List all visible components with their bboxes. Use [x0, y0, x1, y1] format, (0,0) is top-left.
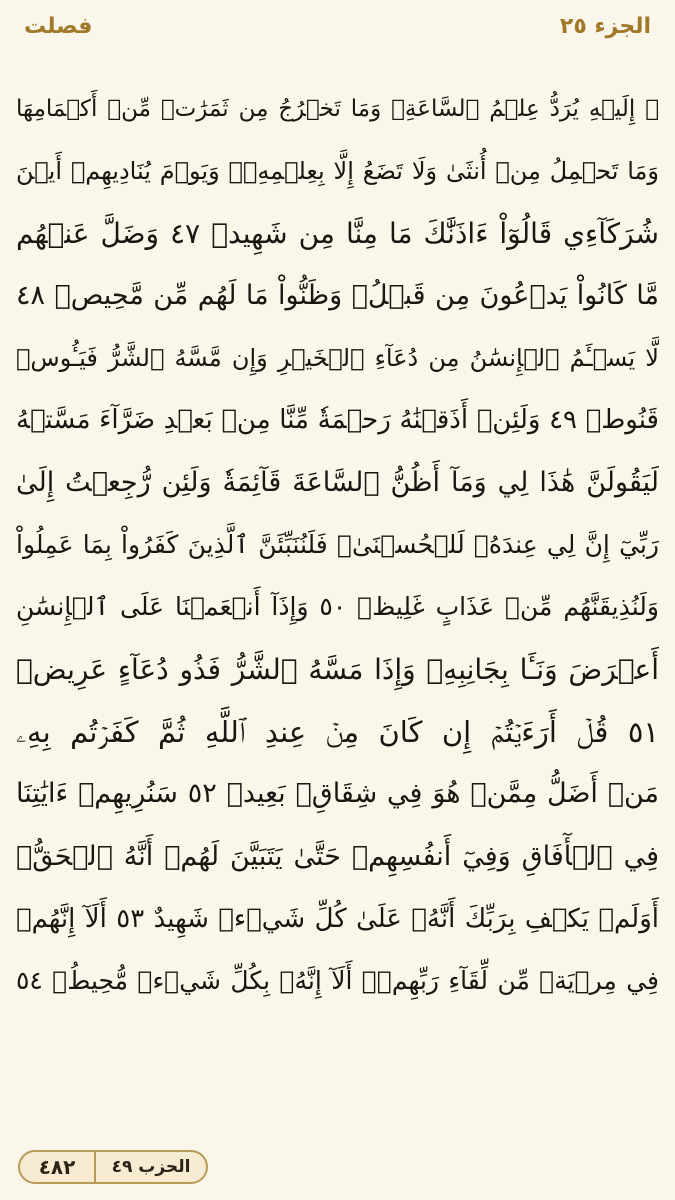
juz-label: الجزء ٢٥	[559, 13, 651, 39]
hizb-label: الحزب ٤٩	[111, 1157, 191, 1177]
quran-line: وَلَنُذِيقَنَّهُم مِّنۡ عَذَابٍ غَلِيظٖ ٥٠ وَإِذَآ أَنۡعَمۡنَا عَلَى ٱلۡإِنسَٰنِ	[16, 592, 659, 622]
page-footer	[18, 1150, 208, 1184]
page-header	[0, 0, 675, 52]
quran-line: شُرَكَآءِي قَالُوٓاْ ءَاذَنَّٰكَ مَا مِنَّا مِن شَهِيدٖ ٤٧ وَضَلَّ عَنۡهُم	[16, 216, 659, 250]
surah-name: فصلت	[24, 13, 93, 39]
quran-line: أَعۡرَضَ وَنَـَٔا بِجَانِبِهِۦ وَإِذَا مَسَّهُ ٱلشَّرُّ فَذُو دُعَآءٍ عَرِيضٖ	[16, 652, 659, 686]
quran-line: لَّا يَسۡـَٔمُ ٱلۡإِنسَٰنُ مِن دُعَآءِ ٱلۡخَيۡرِ وَإِن مَّسَّهُ ٱلشَّرُّ فَيَـُٔوسٞ	[16, 344, 659, 373]
quran-line: ٥١ قُلۡ أَرَءَيۡتُمۡ إِن كَانَ مِنۡ عِندِ ٱللَّهِ ثُمَّ كَفَرۡتُم بِهِۦ	[16, 714, 659, 749]
mushaf-page	[16, 78, 659, 1138]
quran-line: فِي مِرۡيَةٖ مِّن لِّقَآءِ رَبِّهِمۡۗ أَلَآ إِنَّهُۥ بِكُلِّ شَيۡءٖ مُّحِيطُۢ ٥٤	[16, 966, 659, 996]
page-number: ٤٨٢	[20, 1152, 96, 1182]
quran-line: وَمَا تَحۡمِلُ مِنۡ أُنثَىٰ وَلَا تَضَعُ إِلَّا بِعِلۡمِهِۦۚ وَيَوۡمَ يُنَادِيهِمۡ أَيۡنَ	[16, 157, 659, 186]
quran-line: رَبِّيٓ إِنَّ لِي عِندَهُۥ لَلۡحُسۡنَىٰۚ فَلَنُنَبِّئَنَّ ٱلَّذِينَ كَفَرُواْ بِمَا عَمِلُواْ	[16, 530, 659, 560]
quran-line: ۞ إِلَيۡهِ يُرَدُّ عِلۡمُ ٱلسَّاعَةِۚ وَمَا تَخۡرُجُ مِن ثَمَرَٰتٖ مِّنۡ أَكۡمَامِهَا	[16, 96, 659, 122]
quran-line: مَنۡ أَضَلُّ مِمَّنۡ هُوَ فِي شِقَاقِۭ بَعِيدٖ ٥٢ سَنُرِيهِمۡ ءَايَٰتِنَا	[16, 778, 659, 810]
quran-line: أَوَلَمۡ يَكۡفِ بِرَبِّكَ أَنَّهُۥ عَلَىٰ كُلِّ شَيۡءٖ شَهِيدٌ ٥٣ أَلَآ إِنَّهُمۡ	[16, 903, 659, 934]
quran-line: مَّا كَانُواْ يَدۡعُونَ مِن قَبۡلُۖ وَظَنُّواْ مَا لَهُم مِّن مَّحِيصٖ ٤٨	[16, 279, 659, 311]
quran-line: لَيَقُولَنَّ هَٰذَا لِي وَمَآ أَظُنُّ ٱلسَّاعَةَ قَآئِمَةٗ وَلَئِن رُّجِعۡتُ إِلَىٰ	[16, 466, 659, 498]
quran-line: قَنُوطٞ ٤٩ وَلَئِنۡ أَذَقۡنَٰهُ رَحۡمَةٗ مِّنَّا مِنۢ بَعۡدِ ضَرَّآءَ مَسَّتۡهُ	[16, 405, 659, 436]
quran-line: فِي ٱلۡأٓفَاقِ وَفِيٓ أَنفُسِهِمۡ حَتَّىٰ يَتَبَيَّنَ لَهُمۡ أَنَّهُ ٱلۡحَقُّۗ	[16, 840, 659, 872]
